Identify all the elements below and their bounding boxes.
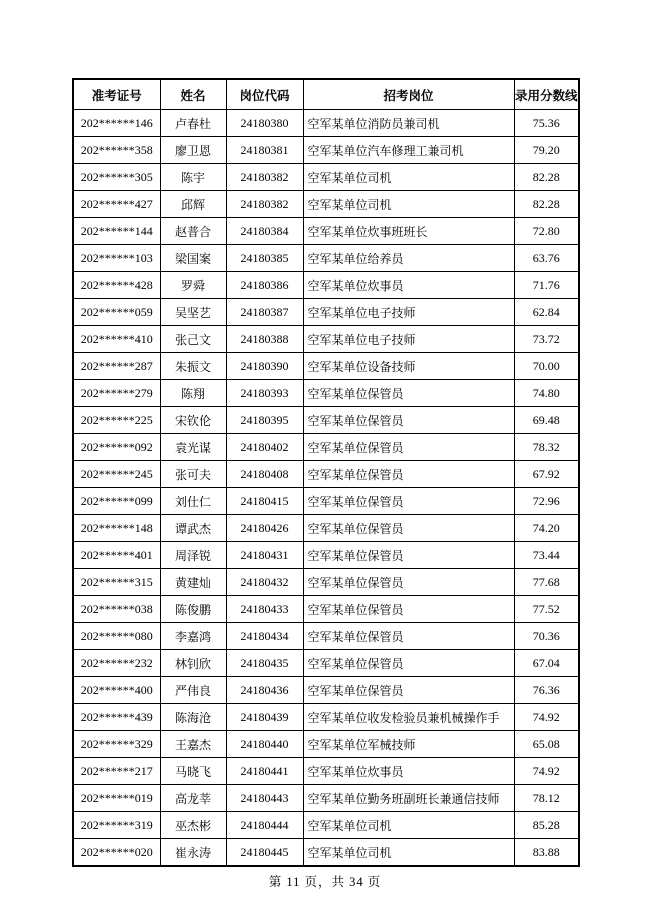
cell-position-title: 空军某单位司机 [303, 191, 514, 218]
cell-position-title: 空军某单位保管员 [303, 380, 514, 407]
cell-position-code: 24180393 [226, 380, 303, 407]
table-row [73, 785, 579, 812]
cell-admission-number: 202******099 [73, 488, 160, 515]
cell-admission-number: 202******232 [73, 650, 160, 677]
cell-position-code: 24180380 [226, 110, 303, 137]
cell-name: 陈俊鹏 [160, 596, 226, 623]
cell-admission-number: 202******146 [73, 110, 160, 137]
table-row [73, 596, 579, 623]
cell-position-code: 24180443 [226, 785, 303, 812]
table-row [73, 407, 579, 434]
table-row [73, 245, 579, 272]
cell-name: 陈宇 [160, 164, 226, 191]
cell-position-title: 空军某单位军械技师 [303, 731, 514, 758]
cell-score-line: 72.80 [514, 218, 579, 245]
cell-admission-number: 202******287 [73, 353, 160, 380]
cell-admission-number: 202******144 [73, 218, 160, 245]
cell-position-code: 24180387 [226, 299, 303, 326]
cell-name: 卢春杜 [160, 110, 226, 137]
table-header [73, 79, 579, 110]
cell-position-code: 24180382 [226, 191, 303, 218]
cell-score-line: 73.72 [514, 326, 579, 353]
header-score-line: 录用分数线 [514, 79, 579, 110]
cell-admission-number: 202******059 [73, 299, 160, 326]
cell-position-title: 空军某单位保管员 [303, 650, 514, 677]
cell-position-code: 24180434 [226, 623, 303, 650]
cell-score-line: 85.28 [514, 812, 579, 839]
cell-score-line: 70.00 [514, 353, 579, 380]
cell-admission-number: 202******358 [73, 137, 160, 164]
table-row [73, 623, 579, 650]
cell-position-code: 24180432 [226, 569, 303, 596]
cell-admission-number: 202******428 [73, 272, 160, 299]
cell-score-line: 79.20 [514, 137, 579, 164]
cell-admission-number: 202******225 [73, 407, 160, 434]
cell-admission-number: 202******410 [73, 326, 160, 353]
table-row [73, 110, 579, 137]
header-name: 姓名 [160, 79, 226, 110]
cell-score-line: 67.92 [514, 461, 579, 488]
cell-position-title: 空军某单位消防员兼司机 [303, 110, 514, 137]
table-row [73, 731, 579, 758]
cell-score-line: 71.76 [514, 272, 579, 299]
cell-position-title: 空军某单位勤务班副班长兼通信技师 [303, 785, 514, 812]
cell-position-title: 空军某单位汽车修理工兼司机 [303, 137, 514, 164]
cell-admission-number: 202******103 [73, 245, 160, 272]
cell-position-title: 空军某单位电子技师 [303, 299, 514, 326]
cell-score-line: 73.44 [514, 542, 579, 569]
cell-admission-number: 202******401 [73, 542, 160, 569]
cell-score-line: 82.28 [514, 191, 579, 218]
cell-name: 李嘉鸿 [160, 623, 226, 650]
cell-position-code: 24180384 [226, 218, 303, 245]
cell-name: 周泽锐 [160, 542, 226, 569]
cell-score-line: 74.80 [514, 380, 579, 407]
cell-position-title: 空军某单位保管员 [303, 677, 514, 704]
cell-position-code: 24180444 [226, 812, 303, 839]
header-admission-number: 准考证号 [73, 79, 160, 110]
cell-admission-number: 202******427 [73, 191, 160, 218]
table-row [73, 218, 579, 245]
cell-name: 刘仕仁 [160, 488, 226, 515]
cell-name: 赵普合 [160, 218, 226, 245]
cell-score-line: 78.12 [514, 785, 579, 812]
table-row [73, 704, 579, 731]
cell-name: 严伟良 [160, 677, 226, 704]
cell-position-title: 空军某单位炊事员 [303, 758, 514, 785]
cell-position-title: 空军某单位保管员 [303, 569, 514, 596]
cell-name: 邱辉 [160, 191, 226, 218]
table-row [73, 812, 579, 839]
table-row [73, 191, 579, 218]
header-position-code: 岗位代码 [226, 79, 303, 110]
table-row [73, 542, 579, 569]
cell-score-line: 75.36 [514, 110, 579, 137]
cell-score-line: 74.20 [514, 515, 579, 542]
cell-position-title: 空军某单位司机 [303, 812, 514, 839]
score-table [72, 78, 580, 867]
cell-score-line: 83.88 [514, 839, 579, 867]
cell-position-code: 24180390 [226, 353, 303, 380]
cell-name: 张可夫 [160, 461, 226, 488]
cell-position-title: 空军某单位炊事员 [303, 272, 514, 299]
cell-score-line: 72.96 [514, 488, 579, 515]
cell-admission-number: 202******329 [73, 731, 160, 758]
header-position-title: 招考岗位 [303, 79, 514, 110]
table-row [73, 434, 579, 461]
cell-admission-number: 202******439 [73, 704, 160, 731]
cell-name: 马晓飞 [160, 758, 226, 785]
cell-name: 王嘉杰 [160, 731, 226, 758]
cell-score-line: 74.92 [514, 758, 579, 785]
cell-position-title: 空军某单位保管员 [303, 623, 514, 650]
cell-name: 袁光谋 [160, 434, 226, 461]
cell-admission-number: 202******080 [73, 623, 160, 650]
cell-position-title: 空军某单位保管员 [303, 515, 514, 542]
cell-name: 宋钦伦 [160, 407, 226, 434]
cell-position-title: 空军某单位保管员 [303, 407, 514, 434]
cell-admission-number: 202******019 [73, 785, 160, 812]
cell-score-line: 74.92 [514, 704, 579, 731]
table-row [73, 515, 579, 542]
table-row [73, 488, 579, 515]
cell-position-code: 24180445 [226, 839, 303, 867]
cell-admission-number: 202******020 [73, 839, 160, 867]
cell-position-code: 24180415 [226, 488, 303, 515]
cell-admission-number: 202******148 [73, 515, 160, 542]
cell-position-code: 24180402 [226, 434, 303, 461]
cell-admission-number: 202******279 [73, 380, 160, 407]
cell-score-line: 76.36 [514, 677, 579, 704]
cell-position-code: 24180388 [226, 326, 303, 353]
table-row [73, 164, 579, 191]
cell-score-line: 78.32 [514, 434, 579, 461]
cell-score-line: 77.68 [514, 569, 579, 596]
cell-score-line: 70.36 [514, 623, 579, 650]
cell-position-code: 24180431 [226, 542, 303, 569]
cell-position-code: 24180436 [226, 677, 303, 704]
table-row [73, 353, 579, 380]
table-row [73, 839, 579, 867]
cell-admission-number: 202******217 [73, 758, 160, 785]
page-indicator: 第 11 页，共 34 页 [268, 875, 382, 889]
cell-position-title: 空军某单位司机 [303, 839, 514, 867]
cell-admission-number: 202******400 [73, 677, 160, 704]
cell-admission-number: 202******315 [73, 569, 160, 596]
cell-position-code: 24180440 [226, 731, 303, 758]
cell-position-title: 空军某单位保管员 [303, 596, 514, 623]
cell-position-code: 24180386 [226, 272, 303, 299]
cell-score-line: 62.84 [514, 299, 579, 326]
cell-admission-number: 202******305 [73, 164, 160, 191]
score-table-container [72, 78, 578, 867]
cell-position-title: 空军某单位给养员 [303, 245, 514, 272]
cell-name: 谭武杰 [160, 515, 226, 542]
table-row [73, 650, 579, 677]
table-row [73, 299, 579, 326]
cell-admission-number: 202******038 [73, 596, 160, 623]
cell-position-title: 空军某单位收发检验员兼机械操作手 [303, 704, 514, 731]
cell-admission-number: 202******092 [73, 434, 160, 461]
cell-position-title: 空军某单位司机 [303, 164, 514, 191]
cell-position-title: 空军某单位保管员 [303, 434, 514, 461]
table-row [73, 272, 579, 299]
cell-position-code: 24180439 [226, 704, 303, 731]
cell-position-title: 空军某单位炊事班班长 [303, 218, 514, 245]
cell-position-code: 24180381 [226, 137, 303, 164]
cell-score-line: 63.76 [514, 245, 579, 272]
cell-name: 崔永涛 [160, 839, 226, 867]
cell-score-line: 77.52 [514, 596, 579, 623]
table-row [73, 380, 579, 407]
cell-score-line: 67.04 [514, 650, 579, 677]
table-row [73, 677, 579, 704]
cell-score-line: 82.28 [514, 164, 579, 191]
table-row [73, 137, 579, 164]
cell-position-title: 空军某单位设备技师 [303, 353, 514, 380]
cell-name: 陈翔 [160, 380, 226, 407]
cell-position-code: 24180426 [226, 515, 303, 542]
cell-position-code: 24180385 [226, 245, 303, 272]
cell-admission-number: 202******245 [73, 461, 160, 488]
table-row [73, 758, 579, 785]
cell-name: 巫杰彬 [160, 812, 226, 839]
cell-score-line: 65.08 [514, 731, 579, 758]
cell-name: 廖卫恩 [160, 137, 226, 164]
cell-name: 梁国案 [160, 245, 226, 272]
cell-admission-number: 202******319 [73, 812, 160, 839]
cell-name: 高龙莘 [160, 785, 226, 812]
table-row [73, 461, 579, 488]
table-row [73, 569, 579, 596]
cell-name: 黄建灿 [160, 569, 226, 596]
table-row [73, 326, 579, 353]
table-header-row [73, 79, 579, 110]
cell-score-line: 69.48 [514, 407, 579, 434]
cell-position-title: 空军某单位保管员 [303, 488, 514, 515]
cell-name: 林钊欣 [160, 650, 226, 677]
cell-position-code: 24180435 [226, 650, 303, 677]
cell-name: 吴坚艺 [160, 299, 226, 326]
cell-name: 陈海沧 [160, 704, 226, 731]
cell-position-title: 空军某单位保管员 [303, 542, 514, 569]
cell-position-code: 24180382 [226, 164, 303, 191]
cell-position-code: 24180408 [226, 461, 303, 488]
table-body [73, 110, 579, 867]
cell-position-code: 24180441 [226, 758, 303, 785]
cell-position-title: 空军某单位电子技师 [303, 326, 514, 353]
cell-position-title: 空军某单位保管员 [303, 461, 514, 488]
cell-position-code: 24180433 [226, 596, 303, 623]
cell-name: 张己文 [160, 326, 226, 353]
cell-position-code: 24180395 [226, 407, 303, 434]
cell-name: 朱振文 [160, 353, 226, 380]
cell-name: 罗舜 [160, 272, 226, 299]
